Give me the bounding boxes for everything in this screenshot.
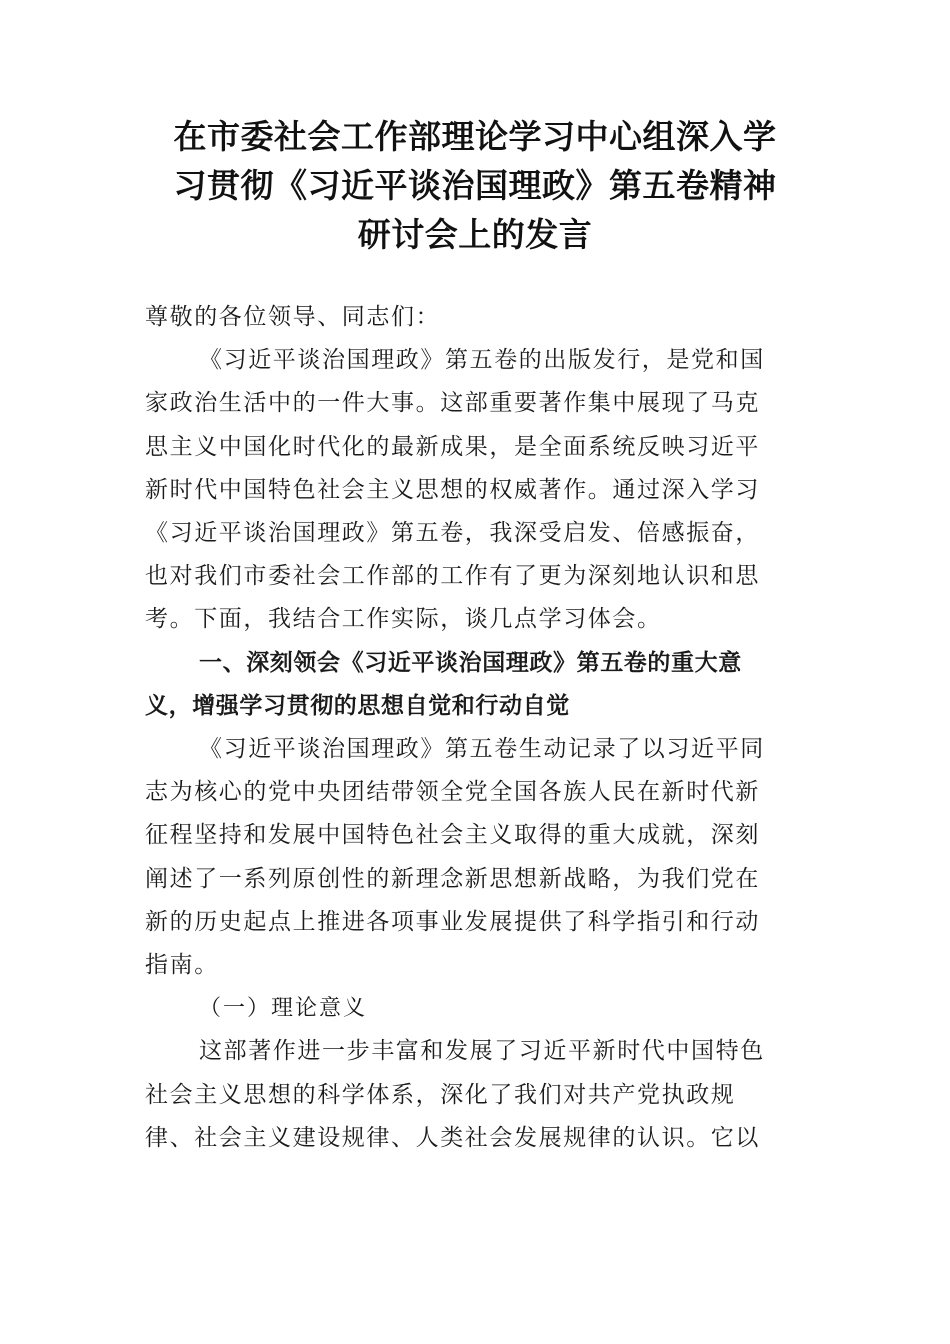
document-body <box>145 296 805 1160</box>
heading-line: 一、深刻领会《习近平谈治国理政》第五卷的重大意 <box>199 649 742 676</box>
heading-line: 义，增强学习贯彻的思想自觉和行动自觉 <box>145 692 570 719</box>
paragraph-line: 考。下面，我结合工作实际，谈几点学习体会。 <box>145 606 662 633</box>
paragraph-line: 家政治生活中的一件大事。这部重要著作集中展现了马克 <box>145 390 760 417</box>
section-heading-1 <box>145 642 805 728</box>
title-line: 习贯彻《习近平谈治国理政》第五卷精神 <box>173 166 777 205</box>
heading-line: （一）理论意义 <box>199 996 368 1022</box>
paragraph-line: 新的历史起点上推进各项事业发展提供了科学指引和行动 <box>145 908 760 935</box>
title-line: 研讨会上的发言 <box>357 215 593 254</box>
section-1-paragraph <box>145 728 805 987</box>
paragraph-line: 《习近平谈治国理政》第五卷，我深受启发、倍感振奋， <box>145 520 760 547</box>
salutation: 尊敬的各位领导、同志们： <box>145 304 441 330</box>
paragraph-line: 《习近平谈治国理政》第五卷生动记录了以习近平同 <box>199 736 765 763</box>
paragraph-line: 新时代中国特色社会主义思想的权威著作。通过深入学习 <box>145 476 760 503</box>
paragraph-line: 社会主义思想的科学体系，深化了我们对共产党执政规 <box>145 1081 736 1108</box>
paragraph-line: 律、社会主义建设规律、人类社会发展规律的认识。它以 <box>145 1124 760 1151</box>
paragraph-line: 志为核心的党中央团结带领全党全国各族人民在新时代新 <box>145 779 760 806</box>
paragraph-line: 指南。 <box>145 952 219 979</box>
intro-paragraph <box>145 339 805 641</box>
paragraph-line: 阐述了一系列原创性的新理念新思想新战略，为我们党在 <box>145 865 760 892</box>
document-title <box>120 112 830 259</box>
title-line: 在市委社会工作部理论学习中心组深入学 <box>173 117 777 156</box>
paragraph-line: 征程坚持和发展中国特色社会主义取得的重大成就，深刻 <box>145 822 760 849</box>
paragraph-line: 也对我们市委社会工作部的工作有了更为深刻地认识和思 <box>145 563 760 590</box>
subsection-1-paragraph <box>145 1030 805 1160</box>
paragraph-line: 《习近平谈治国理政》第五卷的出版发行，是党和国 <box>199 347 765 374</box>
subsection-heading-1 <box>145 987 805 1030</box>
paragraph-line: 这部著作进一步丰富和发展了习近平新时代中国特色 <box>199 1038 765 1065</box>
paragraph-line: 思主义中国化时代化的最新成果，是全面系统反映习近平 <box>145 433 760 460</box>
